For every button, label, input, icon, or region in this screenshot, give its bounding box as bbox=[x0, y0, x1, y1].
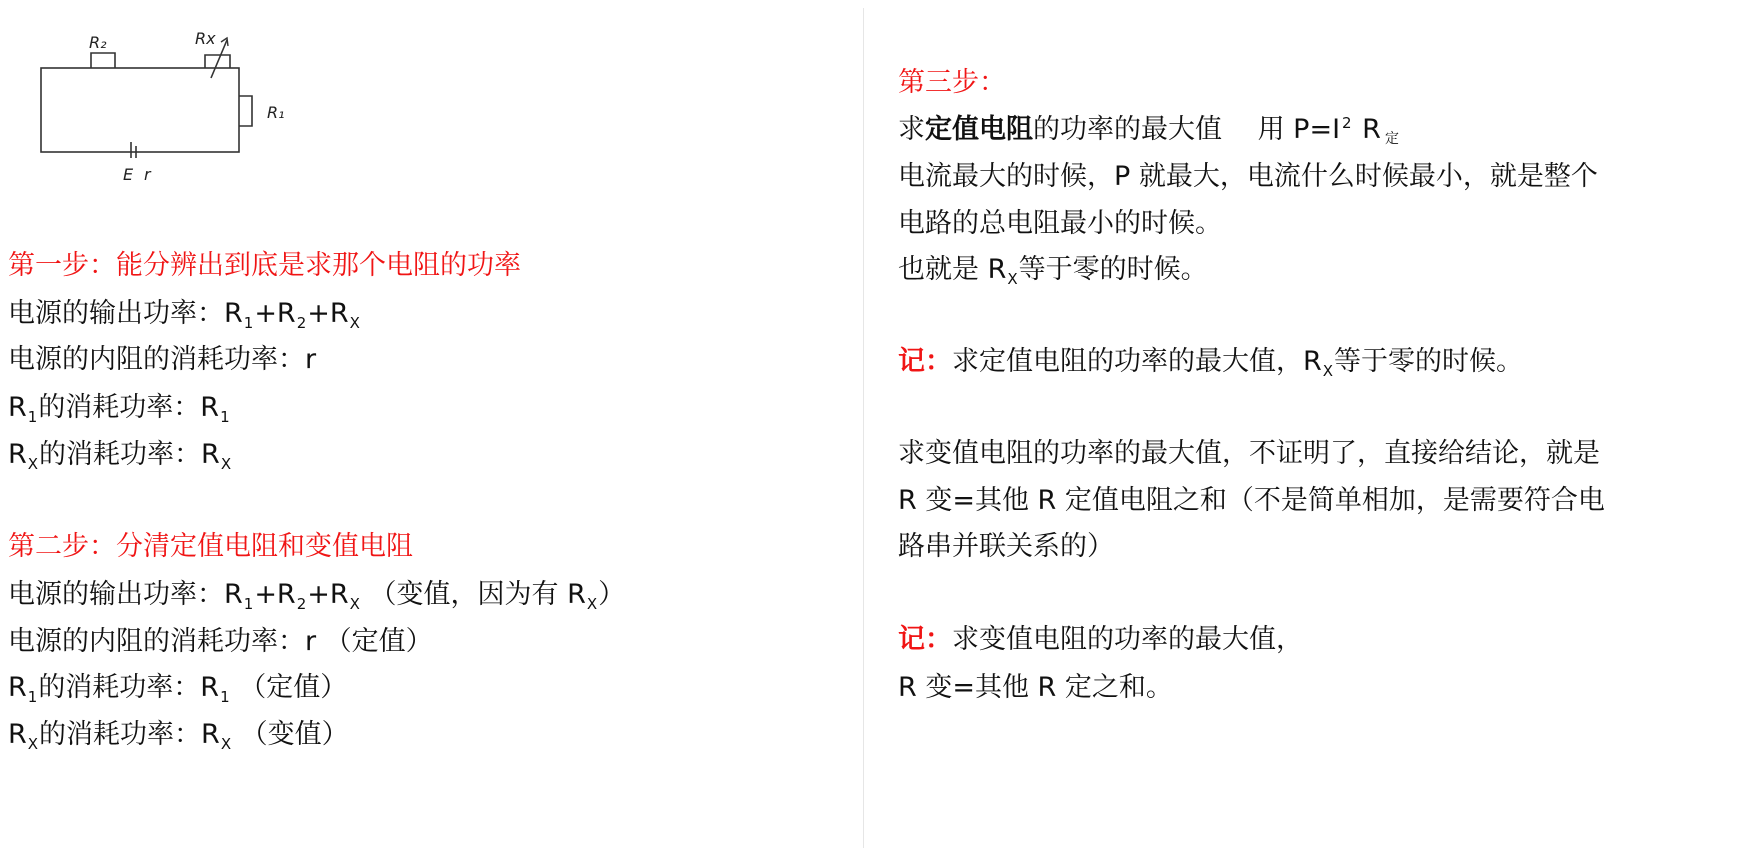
resistor-r2 bbox=[91, 53, 115, 68]
label-rx: Rx bbox=[195, 29, 216, 48]
label-r1: R₁ bbox=[267, 103, 285, 122]
note-label: 记： bbox=[898, 624, 952, 655]
s2-line-internal-resistance: 电源的内阻的消耗功率：r （定值） bbox=[8, 626, 433, 657]
step1-title: 第一步：能分辨出到底是求那个电阻的功率 bbox=[8, 250, 521, 281]
label-r: r bbox=[144, 165, 151, 184]
s1-line-rx-power: $R_X$的消耗功率：$R_X$ bbox=[8, 439, 232, 473]
r-line-current-max: 电流最大的时候，P 就最大，电流什么时候最小，就是整个 bbox=[898, 161, 1598, 192]
r-line-series-parallel: 路串并联关系的） bbox=[898, 531, 1114, 562]
r-line-variable-equals-sum: R 变=其他 R 定值电阻之和（不是简单相加，是需要符合电 bbox=[898, 485, 1605, 516]
s2-line-r1-power: $R_1$的消耗功率：$R_1$ （定值） bbox=[8, 672, 348, 706]
step2-title: 第二步：分清定值电阻和变值电阻 bbox=[8, 531, 413, 562]
s1-line-r1-power: $R_1$的消耗功率：$R_1$ bbox=[8, 392, 230, 426]
circuit-diagram bbox=[25, 18, 325, 208]
circuit-loop bbox=[41, 68, 239, 152]
resistor-r1 bbox=[239, 96, 252, 126]
s1-line-output-power: 电源的输出功率：$R_1+R_2+R_X$ bbox=[8, 298, 360, 332]
s2-line-rx-power: $R_X$的消耗功率：$R_X$ （变值） bbox=[8, 719, 349, 753]
r-line-total-resistance: 电路的总电阻最小的时候。 bbox=[898, 208, 1222, 239]
label-e: E bbox=[123, 165, 134, 184]
s2-line-output-power: 电源的输出功率：$R_1+R_2+R_X$ （变值，因为有 $R_X$） bbox=[8, 579, 626, 613]
note-variable-resistor: 记：求变值电阻的功率的最大值， bbox=[898, 624, 1303, 655]
r-line-fixed-resistor-max: 求定值电阻的功率的最大值 用 P=I $^2$ R 定 bbox=[898, 114, 1399, 147]
note-fixed-resistor: 记：求定值电阻的功率的最大值，$R_X$等于零的时候。 bbox=[898, 346, 1524, 380]
step3-title: 第三步： bbox=[898, 67, 1006, 98]
note-label: 记： bbox=[898, 346, 952, 377]
label-r2: R₂ bbox=[89, 33, 107, 52]
s1-line-internal-resistance: 电源的内阻的消耗功率：r bbox=[8, 344, 317, 375]
r-line-conclusion: R 变=其他 R 定之和。 bbox=[898, 672, 1173, 703]
r-line-rx-zero: 也就是 $R_X$等于零的时候。 bbox=[898, 254, 1208, 288]
r-line-variable-resistor-max: 求变值电阻的功率的最大值，不证明了，直接给结论，就是 bbox=[898, 438, 1600, 469]
column-divider bbox=[863, 8, 864, 848]
